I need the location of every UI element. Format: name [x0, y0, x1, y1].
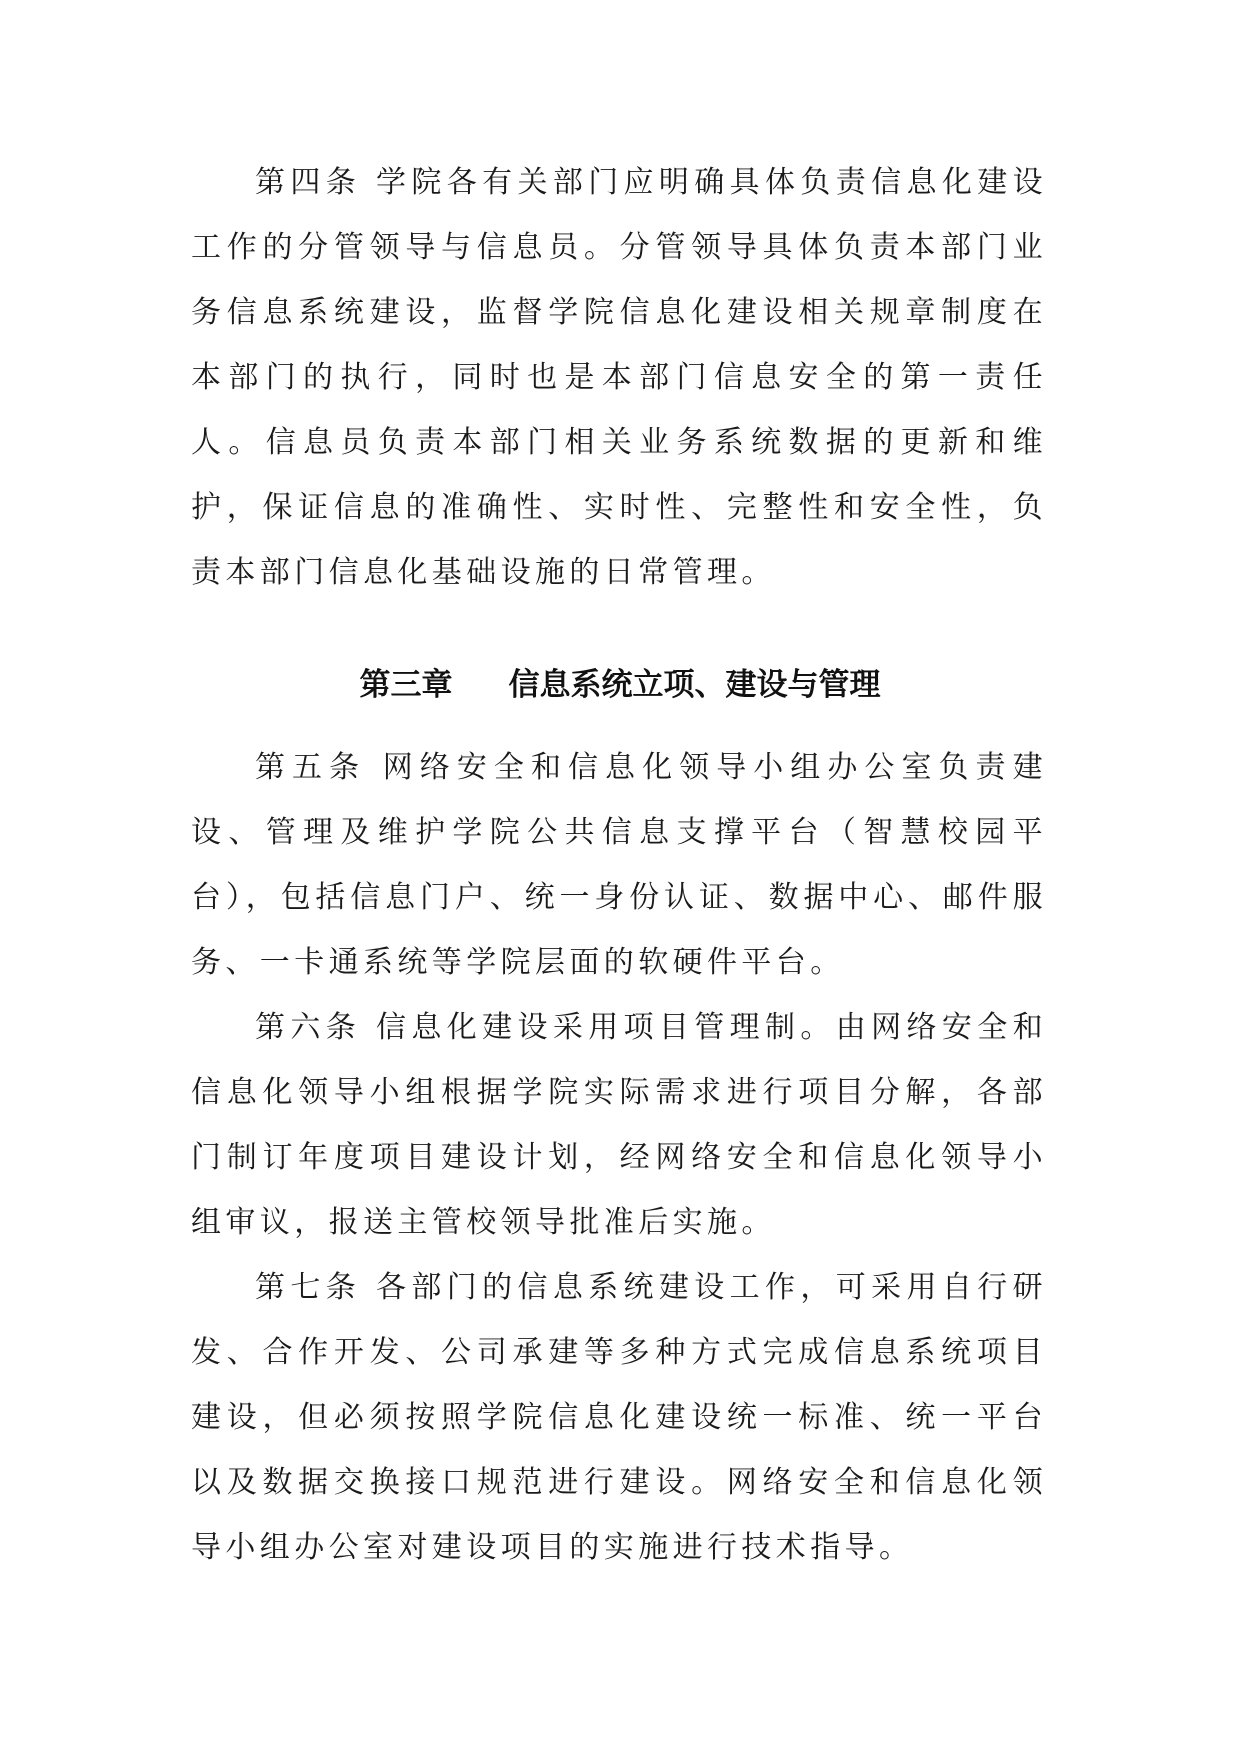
chapter-number: 第三章	[359, 667, 453, 703]
article-4-paragraph: 第四条 学院各有关部门应明确具体负责信息化建设工作的分管领导与信息员。分管领导具体负责本部门业务信息系统建设，监督学院信息化建设相关规章制度在本部门的执行，同时也是本部门信息安全的第一责任人。信息员负责本部门相关业务系统数据的更新和维护，保证信息的准确性、实时性、完整性和安全性，负责本部门信息化基础设施的日常管理。	[191, 165, 1047, 590]
article-5-paragraph: 第五条 网络安全和信息化领导小组办公室负责建设、管理及维护学院公共信息支撑平台（智慧校园平台），包括信息门户、统一身份认证、数据中心、邮件服务、一卡通系统等学院层面的软硬件平台。	[191, 750, 1047, 980]
chapter-heading	[0, 660, 1240, 710]
article-6-paragraph: 第六条 信息化建设采用项目管理制。由网络安全和信息化领导小组根据学院实际需求进行项目分解，各部门制订年度项目建设计划，经网络安全和信息化领导小组审议，报送主管校领导批准后实施。	[191, 1010, 1047, 1240]
article-7-paragraph: 第七条 各部门的信息系统建设工作，可采用自行研发、合作开发、公司承建等多种方式完成信息系统项目建设，但必须按照学院信息化建设统一标准、统一平台以及数据交换接口规范进行建设。网络安全和信息化领导小组办公室对建设项目的实施进行技术指导。	[191, 1270, 1047, 1565]
chapter-title: 信息系统立项、建设与管理	[508, 667, 881, 703]
